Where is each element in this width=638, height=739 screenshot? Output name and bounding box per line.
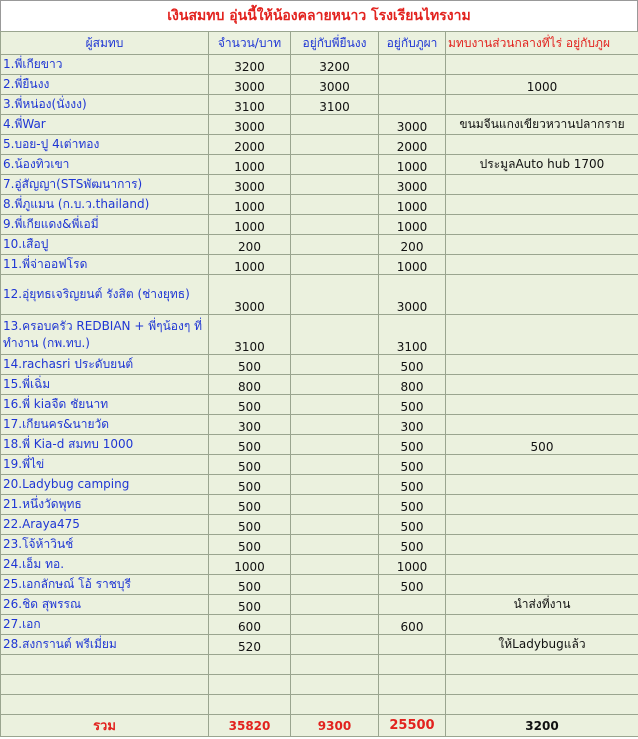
phupha-cell[interactable]: 3100 bbox=[379, 315, 446, 355]
amount-cell[interactable]: 500 bbox=[209, 515, 291, 535]
phupha-cell[interactable]: 3000 bbox=[379, 175, 446, 195]
yuenngong-cell[interactable] bbox=[291, 595, 379, 615]
yuenngong-cell[interactable] bbox=[291, 515, 379, 535]
total-yuenngong[interactable]: 9300 bbox=[291, 715, 379, 737]
phupha-cell[interactable]: 2000 bbox=[379, 135, 446, 155]
donor-cell[interactable]: 18.พี่ Kia-d สมทบ 1000 bbox=[1, 435, 209, 455]
amount-cell[interactable]: 3200 bbox=[209, 55, 291, 75]
phupha-cell[interactable] bbox=[379, 675, 446, 695]
donor-cell[interactable]: 3.พี่หน่อง(นั่งงง) bbox=[1, 95, 209, 115]
amount-cell[interactable]: 600 bbox=[209, 615, 291, 635]
table-row bbox=[1, 595, 638, 615]
donor-cell[interactable]: 14.rachasri ประดับยนต์ bbox=[1, 355, 209, 375]
table-row bbox=[1, 55, 638, 75]
phupha-cell[interactable]: 500 bbox=[379, 435, 446, 455]
total-central-fund[interactable]: 3200 bbox=[446, 715, 638, 737]
donor-cell[interactable]: 17.เกียนคร&นายวัด bbox=[1, 415, 209, 435]
donor-cell[interactable]: 13.ครอบครัว REDBIAN + พี่ๆน้องๆ ที่ทำงาน (กพ.ทบ.) bbox=[1, 315, 209, 355]
donor-cell[interactable]: 7.อู่สัญญา(STSพัฒนาการ) bbox=[1, 175, 209, 195]
amount-cell[interactable]: 1000 bbox=[209, 255, 291, 275]
phupha-cell[interactable] bbox=[379, 635, 446, 655]
amount-cell[interactable]: 500 bbox=[209, 475, 291, 495]
yuenngong-cell[interactable] bbox=[291, 395, 379, 415]
donor-cell[interactable]: 12.อุ่ยุทธเจริญยนต์ รังสิต (ช่างยุทธ) bbox=[1, 275, 209, 315]
yuenngong-cell[interactable] bbox=[291, 235, 379, 255]
phupha-cell[interactable] bbox=[379, 595, 446, 615]
yuenngong-cell[interactable] bbox=[291, 615, 379, 635]
central-fund-cell[interactable]: ประมูลAuto hub 1700 bbox=[446, 155, 638, 175]
donor-cell[interactable]: 11.พี่จ่าออฟโรด bbox=[1, 255, 209, 275]
yuenngong-cell[interactable] bbox=[291, 675, 379, 695]
amount-cell[interactable] bbox=[209, 655, 291, 675]
donor-cell[interactable]: 27.เอก bbox=[1, 615, 209, 635]
phupha-cell[interactable] bbox=[379, 75, 446, 95]
table-row bbox=[1, 515, 638, 535]
yuenngong-cell[interactable] bbox=[291, 175, 379, 195]
table-row bbox=[1, 535, 638, 555]
donor-cell[interactable]: 24.เอ็ม ทอ. bbox=[1, 555, 209, 575]
table-row bbox=[1, 615, 638, 635]
central-fund-cell[interactable]: 500 bbox=[446, 435, 638, 455]
table-row bbox=[1, 395, 638, 415]
amount-cell[interactable] bbox=[209, 695, 291, 715]
phupha-cell[interactable]: 200 bbox=[379, 235, 446, 255]
donor-cell[interactable]: 23.โจ้ห้าวินช์ bbox=[1, 535, 209, 555]
phupha-cell[interactable] bbox=[379, 95, 446, 115]
central-fund-cell[interactable] bbox=[446, 215, 638, 235]
table-row bbox=[1, 675, 638, 695]
amount-cell[interactable]: 3100 bbox=[209, 95, 291, 115]
central-fund-cell[interactable] bbox=[446, 535, 638, 555]
central-fund-cell[interactable] bbox=[446, 235, 638, 255]
donor-cell[interactable]: 20.Ladybug camping bbox=[1, 475, 209, 495]
amount-cell[interactable]: 3000 bbox=[209, 275, 291, 315]
donor-cell[interactable]: 19.พี่ไข่ bbox=[1, 455, 209, 475]
table-row bbox=[1, 135, 638, 155]
central-fund-cell[interactable]: ขนมจีนแกงเขียวหวานปลากราย bbox=[446, 115, 638, 135]
central-fund-cell[interactable]: 1000 bbox=[446, 75, 638, 95]
yuenngong-cell[interactable] bbox=[291, 355, 379, 375]
amount-cell[interactable]: 3000 bbox=[209, 115, 291, 135]
table-row bbox=[1, 255, 638, 275]
central-fund-cell[interactable] bbox=[446, 675, 638, 695]
table-row bbox=[1, 215, 638, 235]
table-row bbox=[1, 375, 638, 395]
table-row bbox=[1, 75, 638, 95]
amount-cell[interactable]: 1000 bbox=[209, 195, 291, 215]
amount-cell[interactable]: 3000 bbox=[209, 175, 291, 195]
donor-cell[interactable] bbox=[1, 675, 209, 695]
donor-cell[interactable]: 4.พี่War bbox=[1, 115, 209, 135]
yuenngong-cell[interactable] bbox=[291, 635, 379, 655]
donor-cell[interactable]: 6.น้องทิวเขา bbox=[1, 155, 209, 175]
table-row bbox=[1, 555, 638, 575]
phupha-cell[interactable]: 300 bbox=[379, 415, 446, 435]
yuenngong-cell[interactable]: 3000 bbox=[291, 75, 379, 95]
table-row bbox=[1, 495, 638, 515]
table-row bbox=[1, 315, 638, 355]
donor-cell[interactable]: 10.เสือปู bbox=[1, 235, 209, 255]
phupha-cell[interactable]: 500 bbox=[379, 475, 446, 495]
donation-table bbox=[0, 31, 638, 737]
phupha-cell[interactable]: 500 bbox=[379, 355, 446, 375]
yuenngong-cell[interactable] bbox=[291, 195, 379, 215]
table-row bbox=[1, 115, 638, 135]
yuenngong-cell[interactable] bbox=[291, 155, 379, 175]
central-fund-cell[interactable] bbox=[446, 255, 638, 275]
amount-cell[interactable]: 200 bbox=[209, 235, 291, 255]
phupha-cell[interactable]: 1000 bbox=[379, 555, 446, 575]
total-phupha[interactable]: 25500 bbox=[379, 715, 446, 737]
table-row bbox=[1, 235, 638, 255]
yuenngong-cell[interactable] bbox=[291, 535, 379, 555]
yuenngong-cell[interactable] bbox=[291, 215, 379, 235]
donor-cell[interactable]: 22.Araya475 bbox=[1, 515, 209, 535]
table-row bbox=[1, 275, 638, 315]
phupha-cell[interactable]: 500 bbox=[379, 495, 446, 515]
amount-cell[interactable]: 800 bbox=[209, 375, 291, 395]
column-header-central-fund[interactable]: มทบงานส่วนกลางที่ไร่ อยู่กับภูผ bbox=[446, 32, 638, 55]
donor-cell[interactable]: 28.สงกรานต์ พรีเมี่ยม bbox=[1, 635, 209, 655]
phupha-cell[interactable]: 500 bbox=[379, 395, 446, 415]
donor-cell[interactable]: 2.พี่ยืนงง bbox=[1, 75, 209, 95]
yuenngong-cell[interactable] bbox=[291, 435, 379, 455]
yuenngong-cell[interactable]: 3200 bbox=[291, 55, 379, 75]
central-fund-cell[interactable] bbox=[446, 655, 638, 675]
central-fund-cell[interactable] bbox=[446, 515, 638, 535]
yuenngong-cell[interactable] bbox=[291, 415, 379, 435]
table-row bbox=[1, 635, 638, 655]
central-fund-cell[interactable] bbox=[446, 555, 638, 575]
yuenngong-cell[interactable] bbox=[291, 455, 379, 475]
phupha-cell[interactable] bbox=[379, 695, 446, 715]
yuenngong-cell[interactable] bbox=[291, 495, 379, 515]
phupha-cell[interactable]: 500 bbox=[379, 455, 446, 475]
amount-cell[interactable]: 500 bbox=[209, 435, 291, 455]
table-row bbox=[1, 655, 638, 675]
central-fund-cell[interactable] bbox=[446, 315, 638, 355]
central-fund-cell[interactable] bbox=[446, 195, 638, 215]
central-fund-cell[interactable] bbox=[446, 175, 638, 195]
table-row bbox=[1, 455, 638, 475]
phupha-cell[interactable]: 800 bbox=[379, 375, 446, 395]
central-fund-cell[interactable] bbox=[446, 415, 638, 435]
table-row bbox=[1, 695, 638, 715]
amount-cell[interactable] bbox=[209, 675, 291, 695]
phupha-cell[interactable]: 500 bbox=[379, 535, 446, 555]
phupha-cell[interactable]: 3000 bbox=[379, 115, 446, 135]
column-header-amount[interactable]: จำนวน/บาท bbox=[209, 32, 291, 55]
phupha-cell[interactable]: 500 bbox=[379, 515, 446, 535]
amount-cell[interactable]: 1000 bbox=[209, 555, 291, 575]
yuenngong-cell[interactable] bbox=[291, 275, 379, 315]
amount-cell[interactable]: 500 bbox=[209, 395, 291, 415]
total-label[interactable]: รวม bbox=[1, 715, 209, 737]
phupha-cell[interactable]: 500 bbox=[379, 575, 446, 595]
amount-cell[interactable]: 500 bbox=[209, 495, 291, 515]
table-row bbox=[1, 155, 638, 175]
phupha-cell[interactable]: 1000 bbox=[379, 195, 446, 215]
central-fund-cell[interactable] bbox=[446, 495, 638, 515]
table-row bbox=[1, 355, 638, 375]
total-row bbox=[1, 715, 638, 737]
table-row bbox=[1, 175, 638, 195]
phupha-cell[interactable]: 1000 bbox=[379, 155, 446, 175]
donor-cell[interactable] bbox=[1, 695, 209, 715]
phupha-cell[interactable] bbox=[379, 655, 446, 675]
amount-cell[interactable]: 500 bbox=[209, 575, 291, 595]
donor-cell[interactable]: 9.พี่เกียแดง&พี่เอมี่ bbox=[1, 215, 209, 235]
central-fund-cell[interactable] bbox=[446, 95, 638, 115]
central-fund-cell[interactable] bbox=[446, 695, 638, 715]
amount-cell[interactable]: 500 bbox=[209, 595, 291, 615]
donor-cell[interactable]: 8.พี่ภูแมน (ก.บ.ว.thailand) bbox=[1, 195, 209, 215]
yuenngong-cell[interactable] bbox=[291, 695, 379, 715]
central-fund-cell[interactable]: นำส่งที่งาน bbox=[446, 595, 638, 615]
yuenngong-cell[interactable] bbox=[291, 555, 379, 575]
yuenngong-cell[interactable] bbox=[291, 315, 379, 355]
central-fund-cell[interactable] bbox=[446, 455, 638, 475]
yuenngong-cell[interactable] bbox=[291, 135, 379, 155]
central-fund-cell[interactable] bbox=[446, 475, 638, 495]
amount-cell[interactable]: 500 bbox=[209, 535, 291, 555]
table-row bbox=[1, 435, 638, 455]
donor-cell[interactable]: 16.พี่ kiaจืด ชัยนาท bbox=[1, 395, 209, 415]
central-fund-cell[interactable] bbox=[446, 395, 638, 415]
donor-cell[interactable]: 5.บอย-ปู 4เต่าทอง bbox=[1, 135, 209, 155]
amount-cell[interactable]: 3100 bbox=[209, 315, 291, 355]
central-fund-cell[interactable] bbox=[446, 615, 638, 635]
central-fund-cell[interactable] bbox=[446, 375, 638, 395]
central-fund-cell[interactable] bbox=[446, 355, 638, 375]
donor-cell[interactable]: 25.เอกลักษณ์ โอ้ ราชบุรี bbox=[1, 575, 209, 595]
column-header-with-yuenngong[interactable]: อยู่กับพี่ยืนงง bbox=[291, 32, 379, 55]
yuenngong-cell[interactable] bbox=[291, 475, 379, 495]
yuenngong-cell[interactable]: 3100 bbox=[291, 95, 379, 115]
table-row bbox=[1, 575, 638, 595]
amount-cell[interactable]: 1000 bbox=[209, 215, 291, 235]
phupha-cell[interactable] bbox=[379, 55, 446, 75]
table-row bbox=[1, 415, 638, 435]
yuenngong-cell[interactable] bbox=[291, 375, 379, 395]
sheet-title: เงินสมทบ อุ่นนี้ให้น้องคลายหนาว โรงเรียนไทรงาม bbox=[0, 0, 638, 32]
phupha-cell[interactable]: 600 bbox=[379, 615, 446, 635]
central-fund-cell[interactable] bbox=[446, 575, 638, 595]
central-fund-cell[interactable] bbox=[446, 135, 638, 155]
amount-cell[interactable]: 520 bbox=[209, 635, 291, 655]
donor-cell[interactable] bbox=[1, 655, 209, 675]
column-header-with-phupha[interactable]: อยู่กับภูผา bbox=[379, 32, 446, 55]
donor-cell[interactable]: 26.ชิด สุพรรณ bbox=[1, 595, 209, 615]
central-fund-cell[interactable] bbox=[446, 55, 638, 75]
central-fund-cell[interactable] bbox=[446, 275, 638, 315]
table-row bbox=[1, 95, 638, 115]
yuenngong-cell[interactable] bbox=[291, 115, 379, 135]
phupha-cell[interactable]: 1000 bbox=[379, 255, 446, 275]
column-header-donor[interactable]: ผู้สมทบ bbox=[1, 32, 209, 55]
central-fund-cell[interactable]: ให้Ladybugแล้ว bbox=[446, 635, 638, 655]
total-amount[interactable]: 35820 bbox=[209, 715, 291, 737]
header-row bbox=[1, 32, 638, 55]
amount-cell[interactable]: 500 bbox=[209, 355, 291, 375]
table-row bbox=[1, 195, 638, 215]
table-row bbox=[1, 475, 638, 495]
amount-cell[interactable]: 2000 bbox=[209, 135, 291, 155]
donor-cell[interactable]: 21.หนึ่งวัดพุทธ bbox=[1, 495, 209, 515]
amount-cell[interactable]: 1000 bbox=[209, 155, 291, 175]
donor-cell[interactable]: 15.พี่เฉิ่ม bbox=[1, 375, 209, 395]
yuenngong-cell[interactable] bbox=[291, 575, 379, 595]
phupha-cell[interactable]: 3000 bbox=[379, 275, 446, 315]
yuenngong-cell[interactable] bbox=[291, 255, 379, 275]
yuenngong-cell[interactable] bbox=[291, 655, 379, 675]
amount-cell[interactable]: 500 bbox=[209, 455, 291, 475]
amount-cell[interactable]: 3000 bbox=[209, 75, 291, 95]
donor-cell[interactable]: 1.พี่เกียขาว bbox=[1, 55, 209, 75]
phupha-cell[interactable]: 1000 bbox=[379, 215, 446, 235]
amount-cell[interactable]: 300 bbox=[209, 415, 291, 435]
